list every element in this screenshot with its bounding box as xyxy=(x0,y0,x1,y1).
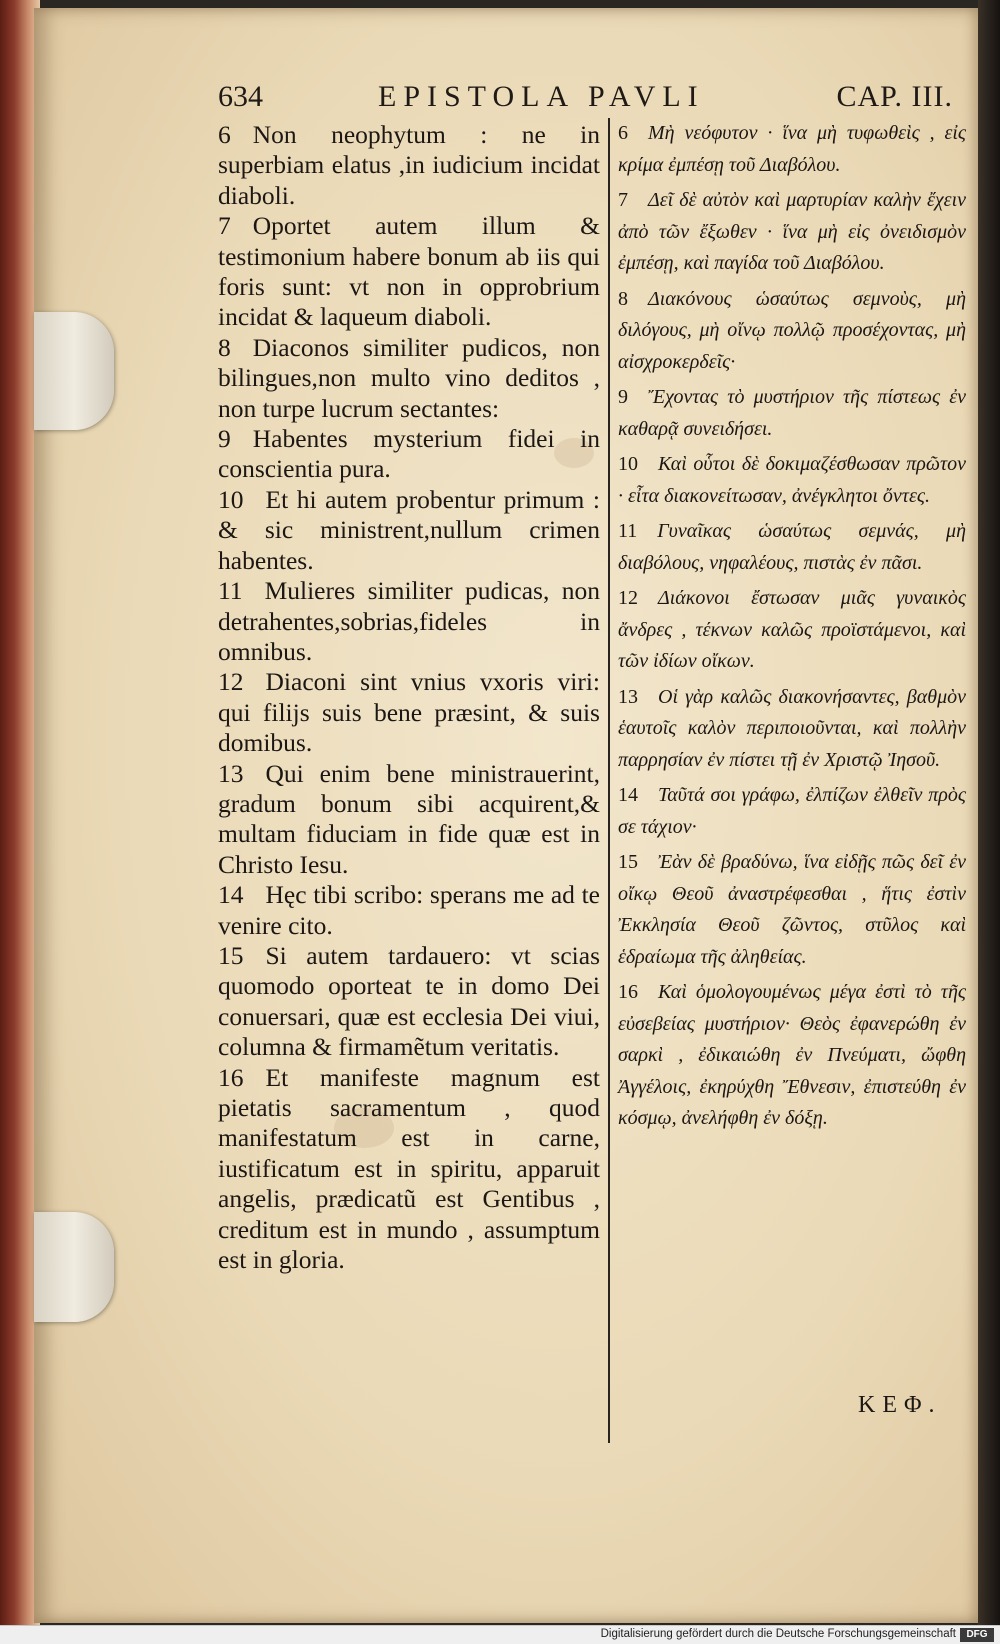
verse-text: Et manifeste magnum est pietatis sacramentum , quod manifestatum est in carne, iustificatum est in spiritu, apparuit angelis, prædicatũ est Gentibus , creditum est in mundo , assumptum est in gloria. xyxy=(218,1062,600,1275)
verse-text: Γυναῖκας ὡσαύτως σεμνάς, μὴ διαβόλους, νηφαλέους, πιστὰς ἐν πᾶσι. xyxy=(618,520,966,574)
latin-verse xyxy=(218,941,600,1063)
verse-number: 14 xyxy=(618,784,638,806)
latin-verse xyxy=(218,1063,600,1276)
greek-verse xyxy=(618,284,966,379)
latin-column xyxy=(218,120,600,1275)
greek-verse xyxy=(618,449,966,512)
verse-number: 10 xyxy=(618,453,638,475)
latin-verse xyxy=(218,667,600,758)
page-number: 634 xyxy=(218,80,263,113)
verse-text: Ἐὰν δὲ βραδύνω, ἵνα εἰδῇς πῶς δεῖ ἐν οἴκῳ Θεοῦ ἀναστρέφεσθαι , ἥτις ἐστὶν Ἐκκλησία Θεοῦ ζῶντος, στῦλος καὶ ἑδραίωμα τῆς ἀληθείας. xyxy=(618,851,966,968)
greek-verse xyxy=(618,118,966,181)
verse-number: 13 xyxy=(218,758,244,788)
greek-verse xyxy=(618,847,966,973)
funding-notice: Digitalisierung gefördert durch die Deutsche Forschungsgemeinschaft xyxy=(600,1628,956,1640)
verse-number: 11 xyxy=(218,576,243,606)
verse-number: 12 xyxy=(218,667,244,697)
latin-verse xyxy=(218,424,600,485)
latin-verse xyxy=(218,211,600,333)
verse-number: 8 xyxy=(618,287,628,310)
greek-verse xyxy=(618,977,966,1135)
verse-text: Et hi autem probentur primum : & sic ministrent,nullum crimen habentes. xyxy=(218,484,600,575)
verse-number: 10 xyxy=(218,484,244,514)
catchword: ΚΕΦ. xyxy=(858,1392,942,1418)
verse-text: Mulieres similiter pudicas, non detrahentes,sobrias,fideles in omnibus. xyxy=(218,576,600,666)
verse-number: 6 xyxy=(218,120,231,149)
greek-verse xyxy=(618,682,966,777)
latin-verse xyxy=(218,576,600,667)
verse-text: Ἔχοντας τὸ μυστήριον τῆς πίστεως ἐν καθαρᾷ συνειδήσει. xyxy=(618,386,966,440)
verse-text: Διακόνους ὡσαύτως σεμνοὺς, μὴ διλόγους, μὴ οἴνῳ πολλῷ προσέχοντας, μὴ αἰσχροκερδεῖς· xyxy=(618,287,966,373)
verse-number: 7 xyxy=(618,189,628,211)
column-divider xyxy=(608,118,610,1443)
scan-background-edge xyxy=(978,0,1000,1644)
page-clip-top xyxy=(34,312,114,430)
verse-text: Diaconos similiter pudicos, non bilingues,non multo vino deditos , non turpe lucrum sectantes: xyxy=(218,332,600,423)
verse-text: Καὶ ὁμολογουμένως μέγα ἐστὶ τὸ τῆς εὐσεβείας μυστήριον· Θεὸς ἐφανερώθη ἐν σαρκὶ , ἐδικαιώθη ἐν Πνεύματι, ὤφθη Ἀγγέλοις, ἐκηρύχθη Ἔθνεσιν, ἐπιστεύθη ἐν κόσμῳ, ἀνελήφθη ἐν δόξῃ. xyxy=(618,981,966,1129)
verse-number: 16 xyxy=(618,981,638,1003)
verse-text: Καὶ οὗτοι δὲ δοκιμαζέσθωσαν πρῶτον · εἶτα διακονείτωσαν, ἀνέγκλητοι ὄντες. xyxy=(618,453,966,507)
verse-text: Diaconi sint vnius vxoris viri: qui filijs suis bene præsint, & suis domibus. xyxy=(218,667,600,758)
latin-verse xyxy=(218,333,600,424)
chapter-label: CAP. III. xyxy=(836,80,953,113)
verse-text: Qui enim bene ministrauerint, gradum bonum sibi acquirent,& multam fiduciam in fide quæ est in Christo Iesu. xyxy=(218,758,600,879)
greek-verse xyxy=(618,382,966,445)
greek-verse xyxy=(618,780,966,843)
verse-number: 8 xyxy=(218,332,231,362)
latin-verse xyxy=(218,485,600,576)
running-header xyxy=(218,78,963,118)
latin-verse xyxy=(218,759,600,881)
verse-text: Δεῖ δὲ αὐτὸν καὶ μαρτυρίαν καλὴν ἔχειν ἀπὸ τῶν ἔξωθεν · ἵνα μὴ εἰς ὀνειδισμὸν ἐμπέσῃ, καὶ παγίδα τοῦ Διαβόλου. xyxy=(618,189,966,274)
verse-number: 9 xyxy=(218,424,231,454)
verse-number: 13 xyxy=(618,685,638,708)
verse-text: Si autem tardauero: vt scias quomodo oporteat te in domo Dei conuersari, quæ est ecclesia Dei viui, columna & firmamẽtum veritatis. xyxy=(218,940,600,1062)
greek-column xyxy=(618,118,966,1139)
verse-number: 15 xyxy=(218,940,244,970)
greek-verse xyxy=(618,583,966,678)
verse-number: 14 xyxy=(218,880,244,910)
digitization-footer xyxy=(0,1625,1000,1644)
verse-text: Habentes mysterium fidei in conscientia pura. xyxy=(218,424,600,484)
verse-text: Non neophytum : ne in superbiam elatus ,in iudicium incidat diaboli. xyxy=(218,120,600,210)
verse-number: 11 xyxy=(618,520,638,542)
latin-verse xyxy=(218,120,600,211)
verse-number: 6 xyxy=(618,122,628,144)
verse-number: 16 xyxy=(218,1062,244,1092)
verse-text: Oportet autem illum & testimonium habere bonum ab iis qui foris sunt: vt non in opprobrium incidat & laqueum diaboli. xyxy=(218,211,600,332)
verse-text: Hęc tibi scribo: sperans me ad te venire cito. xyxy=(218,880,600,940)
verse-number: 7 xyxy=(218,211,231,241)
verse-text: Διάκονοι ἔστωσαν μιᾶς γυναικὸς ἄνδρες , τέκνων καλῶς προϊστάμενοι, καὶ τῶν ἰδίων οἴκων. xyxy=(618,587,966,672)
verse-text: Ταῦτά σοι γράφω, ἐλπίζων ἐλθεῖν πρὸς σε τάχιον· xyxy=(618,784,966,838)
verse-number: 9 xyxy=(618,386,628,408)
greek-verse xyxy=(618,516,966,579)
dfg-logo: DFG xyxy=(960,1628,994,1642)
latin-verse xyxy=(218,880,600,941)
greek-verse xyxy=(618,185,966,280)
running-title: EPISTOLA PAVLI xyxy=(378,80,705,113)
verse-text: Μὴ νεόφυτον · ἵνα μὴ τυφωθεὶς , εἰς κρίμα ἐμπέσῃ τοῦ Διαβόλου. xyxy=(618,122,966,176)
verse-number: 15 xyxy=(618,851,638,873)
verse-number: 12 xyxy=(618,587,638,609)
verse-text: Οἱ γὰρ καλῶς διακονήσαντες, βαθμὸν ἑαυτοῖς καλὸν περιποιοῦνται, καὶ πολλὴν παρρησίαν ἐν πίστει τῇ ἐν Χριστῷ Ἰησοῦ. xyxy=(618,685,966,771)
page-clip-bottom xyxy=(34,1212,114,1322)
